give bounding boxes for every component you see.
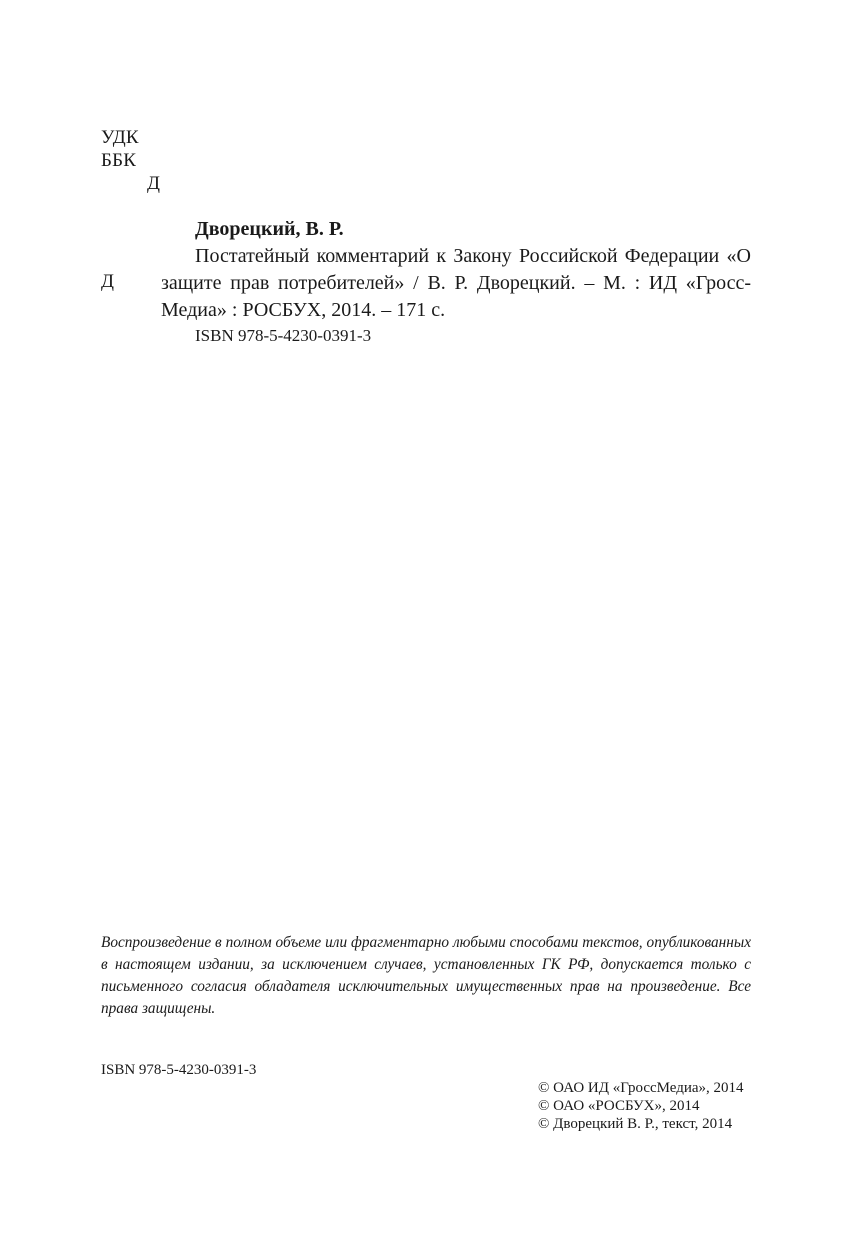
bibliographic-record	[161, 216, 751, 347]
copyright-line: © ОАО ИД «ГроссМедиа», 2014	[538, 1080, 744, 1096]
copyright-block	[538, 1079, 744, 1133]
record-isbn: ISBN 978-5-4230-0391-3	[195, 326, 372, 345]
author-name: Дворецкий, В. Р.	[195, 218, 344, 240]
author-mark: Д	[147, 173, 161, 194]
rights-notice: Воспроизведение в полном объеме или фрагментарно любыми способами текстов, опубликованных в настоящем издании, за исключением случаев, установленных ГК РФ, допускается только с письменного согласия обладателя исключительных имущественных прав на произведение. Все права защищены.	[101, 934, 751, 1017]
footer-isbn: ISBN 978-5-4230-0391-3	[101, 1062, 257, 1078]
copyright-line: © Дворецкий В. Р., текст, 2014	[538, 1116, 733, 1132]
copyright-line: © ОАО «РОСБУХ», 2014	[538, 1098, 700, 1114]
bbk-label: ББК	[101, 150, 137, 171]
author-mark-record: Д	[101, 271, 115, 292]
bibliographic-description: Постатейный комментарий к Закону Российской Федерации «О защите прав потребителей» / В. Р. Дворецкий. – М. : ИД «Гросс-Медиа» : РОСБУХ, 2014. – 171 с.	[161, 245, 751, 321]
udc-label: УДК	[101, 127, 139, 148]
